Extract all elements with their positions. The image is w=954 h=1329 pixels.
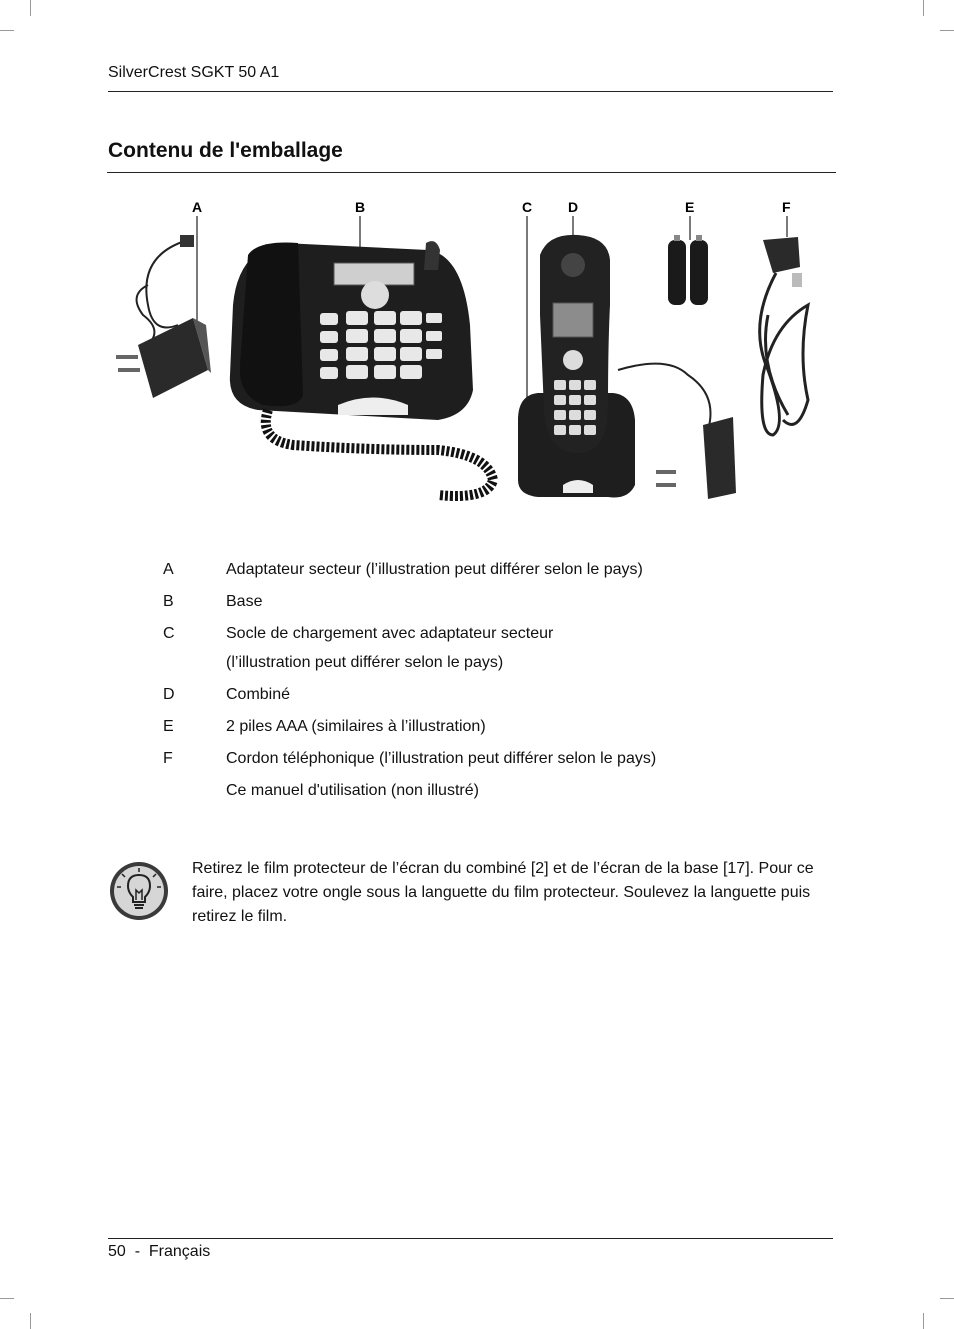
running-header: SilverCrest SGKT 50 A1 [108, 64, 280, 81]
crop-mark [940, 30, 954, 31]
item-letter: A [163, 561, 174, 578]
item-text-continued: (l’illustration peut différer selon le pays) [226, 654, 504, 671]
item-letter: C [163, 625, 175, 642]
header-rule [108, 91, 833, 92]
title-rule [107, 172, 836, 173]
figure-label-b: B [355, 199, 366, 215]
crop-mark [940, 1298, 954, 1299]
crop-mark [30, 1313, 31, 1329]
figure-label-e: E [685, 199, 695, 215]
package-contents-figure [108, 195, 828, 510]
item-text: Adaptateur secteur (l’illustration peut différer selon le pays) [226, 561, 643, 578]
crop-mark [0, 1298, 14, 1299]
batteries-e [668, 235, 708, 305]
crop-mark [923, 0, 924, 16]
section-title: Contenu de l'emballage [108, 139, 343, 162]
lightbulb-icon [108, 860, 170, 922]
item-letter: F [163, 750, 173, 767]
figure-label-c: C [522, 199, 533, 215]
item-text: Ce manuel d'utilisation (non illustré) [226, 782, 479, 799]
figure-label-d: D [568, 199, 579, 215]
figure-label-f: F [782, 199, 791, 215]
item-letter: D [163, 686, 175, 703]
crop-mark [0, 30, 14, 31]
item-text: 2 piles AAA (similaires à l’illustration) [226, 718, 486, 735]
footer-separator: - [134, 1243, 141, 1260]
crop-mark [30, 0, 31, 16]
item-text: Socle de chargement avec adaptateur secteur [226, 625, 554, 642]
base-phone-b [230, 241, 493, 496]
item-text: Combiné [226, 686, 291, 703]
footer-rule [108, 1238, 833, 1239]
page-number: 50 [108, 1243, 126, 1260]
item-letter: B [163, 593, 174, 610]
item-text: Cordon téléphonique (l’illustration peut différer selon le pays) [226, 750, 657, 767]
footer-language: Français [148, 1243, 211, 1260]
crop-mark [923, 1313, 924, 1329]
telephone-cord-f [760, 237, 808, 435]
item-letter: E [163, 718, 174, 735]
figure-label-a: A [192, 199, 203, 215]
page-footer [108, 1243, 210, 1261]
item-text: Base [226, 593, 263, 610]
note-text: Retirez le film protecteur de l’écran du combiné [2] et de l’écran de la base [17]. Pour ce faire, placez votre ongle sous la languette du film protecteur. Soulevez la languette puis retirez le film. [192, 860, 814, 925]
